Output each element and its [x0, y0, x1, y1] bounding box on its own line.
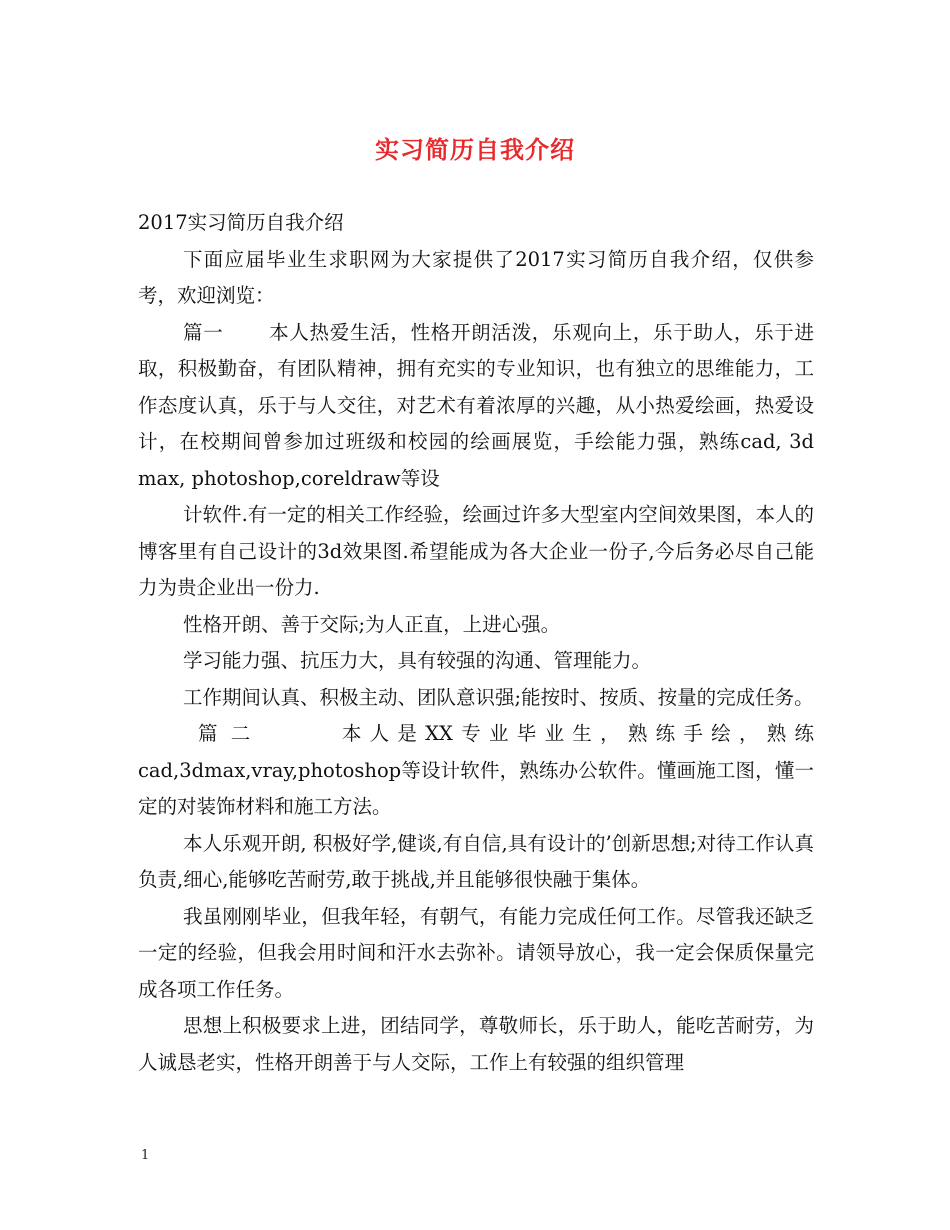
section-one-text: 本人热爱生活，性格开朗活泼，乐观向上，乐于助人，乐于进取，积极勤奋，有团队精神，拥有充实的专业知识，也有独立的思维能力，工作态度认真，乐于与人交往，对艺术有着浓厚的兴趣，从小热爱绘画，热爱设计，在校期间曾参加过班级和校园的绘画展览，手绘能力强，熟练cad, 3d max, photoshop,coreldraw等设	[138, 320, 814, 490]
software-paragraph: 计软件.有一定的相关工作经验，绘画过许多大型室内空间效果图，本人的博客里有自己设计的3d效果图.希望能成为各大企业一份子,今后务必尽自己能力为贵企业出一份力.	[138, 503, 814, 599]
section-two-label: 篇二	[198, 722, 264, 745]
optimistic-paragraph: 本人乐观开朗, 积极好学,健谈,有自信,具有设计的’创新思想;对待工作认真负责,细心,能够吃苦耐劳,敢于挑战,并且能够很快融于集体。	[138, 831, 814, 891]
section-two-paragraph	[138, 716, 814, 826]
document-subtitle: 2017实习简历自我介绍	[138, 211, 344, 234]
document-title: 实习简历自我介绍	[375, 135, 575, 164]
page-number: 1	[141, 1148, 150, 1163]
section-two-text: 本人是XX专业毕业生，熟练手绘，熟练cad,3dmax,vray,photoshop等设计软件，熟练办公软件。懂画施工图，懂一定的对装饰材料和施工方法。	[138, 722, 814, 818]
graduate-paragraph: 我虽刚刚毕业，但我年轻，有朝气，有能力完成任何工作。尽管我还缺乏一定的经验，但我会用时间和汗水去弥补。请领导放心，我一定会保质保量完成各项工作任务。	[138, 904, 814, 1001]
ability-paragraph: 学习能力强、抗压力大，具有较强的沟通、管理能力。	[183, 649, 652, 672]
intro-paragraph: 下面应届毕业生求职网为大家提供了2017实习简历自我介绍，仅供参考，欢迎浏览：	[138, 247, 814, 307]
document-body	[138, 205, 814, 1081]
personality-paragraph: 性格开朗、善于交际;为人正直，上进心强。	[183, 612, 561, 636]
work-paragraph: 工作期间认真、积极主动、团队意识强;能按时、按质、按量的完成任务。	[183, 685, 814, 709]
thought-paragraph: 思想上积极要求上进，团结同学，尊敬师长，乐于助人，能吃苦耐劳，为人诚恳老实，性格开朗善于与人交际，工作上有较强的组织管理	[138, 1014, 814, 1074]
section-one-label: 篇一	[183, 320, 224, 344]
section-one-paragraph	[138, 315, 814, 498]
